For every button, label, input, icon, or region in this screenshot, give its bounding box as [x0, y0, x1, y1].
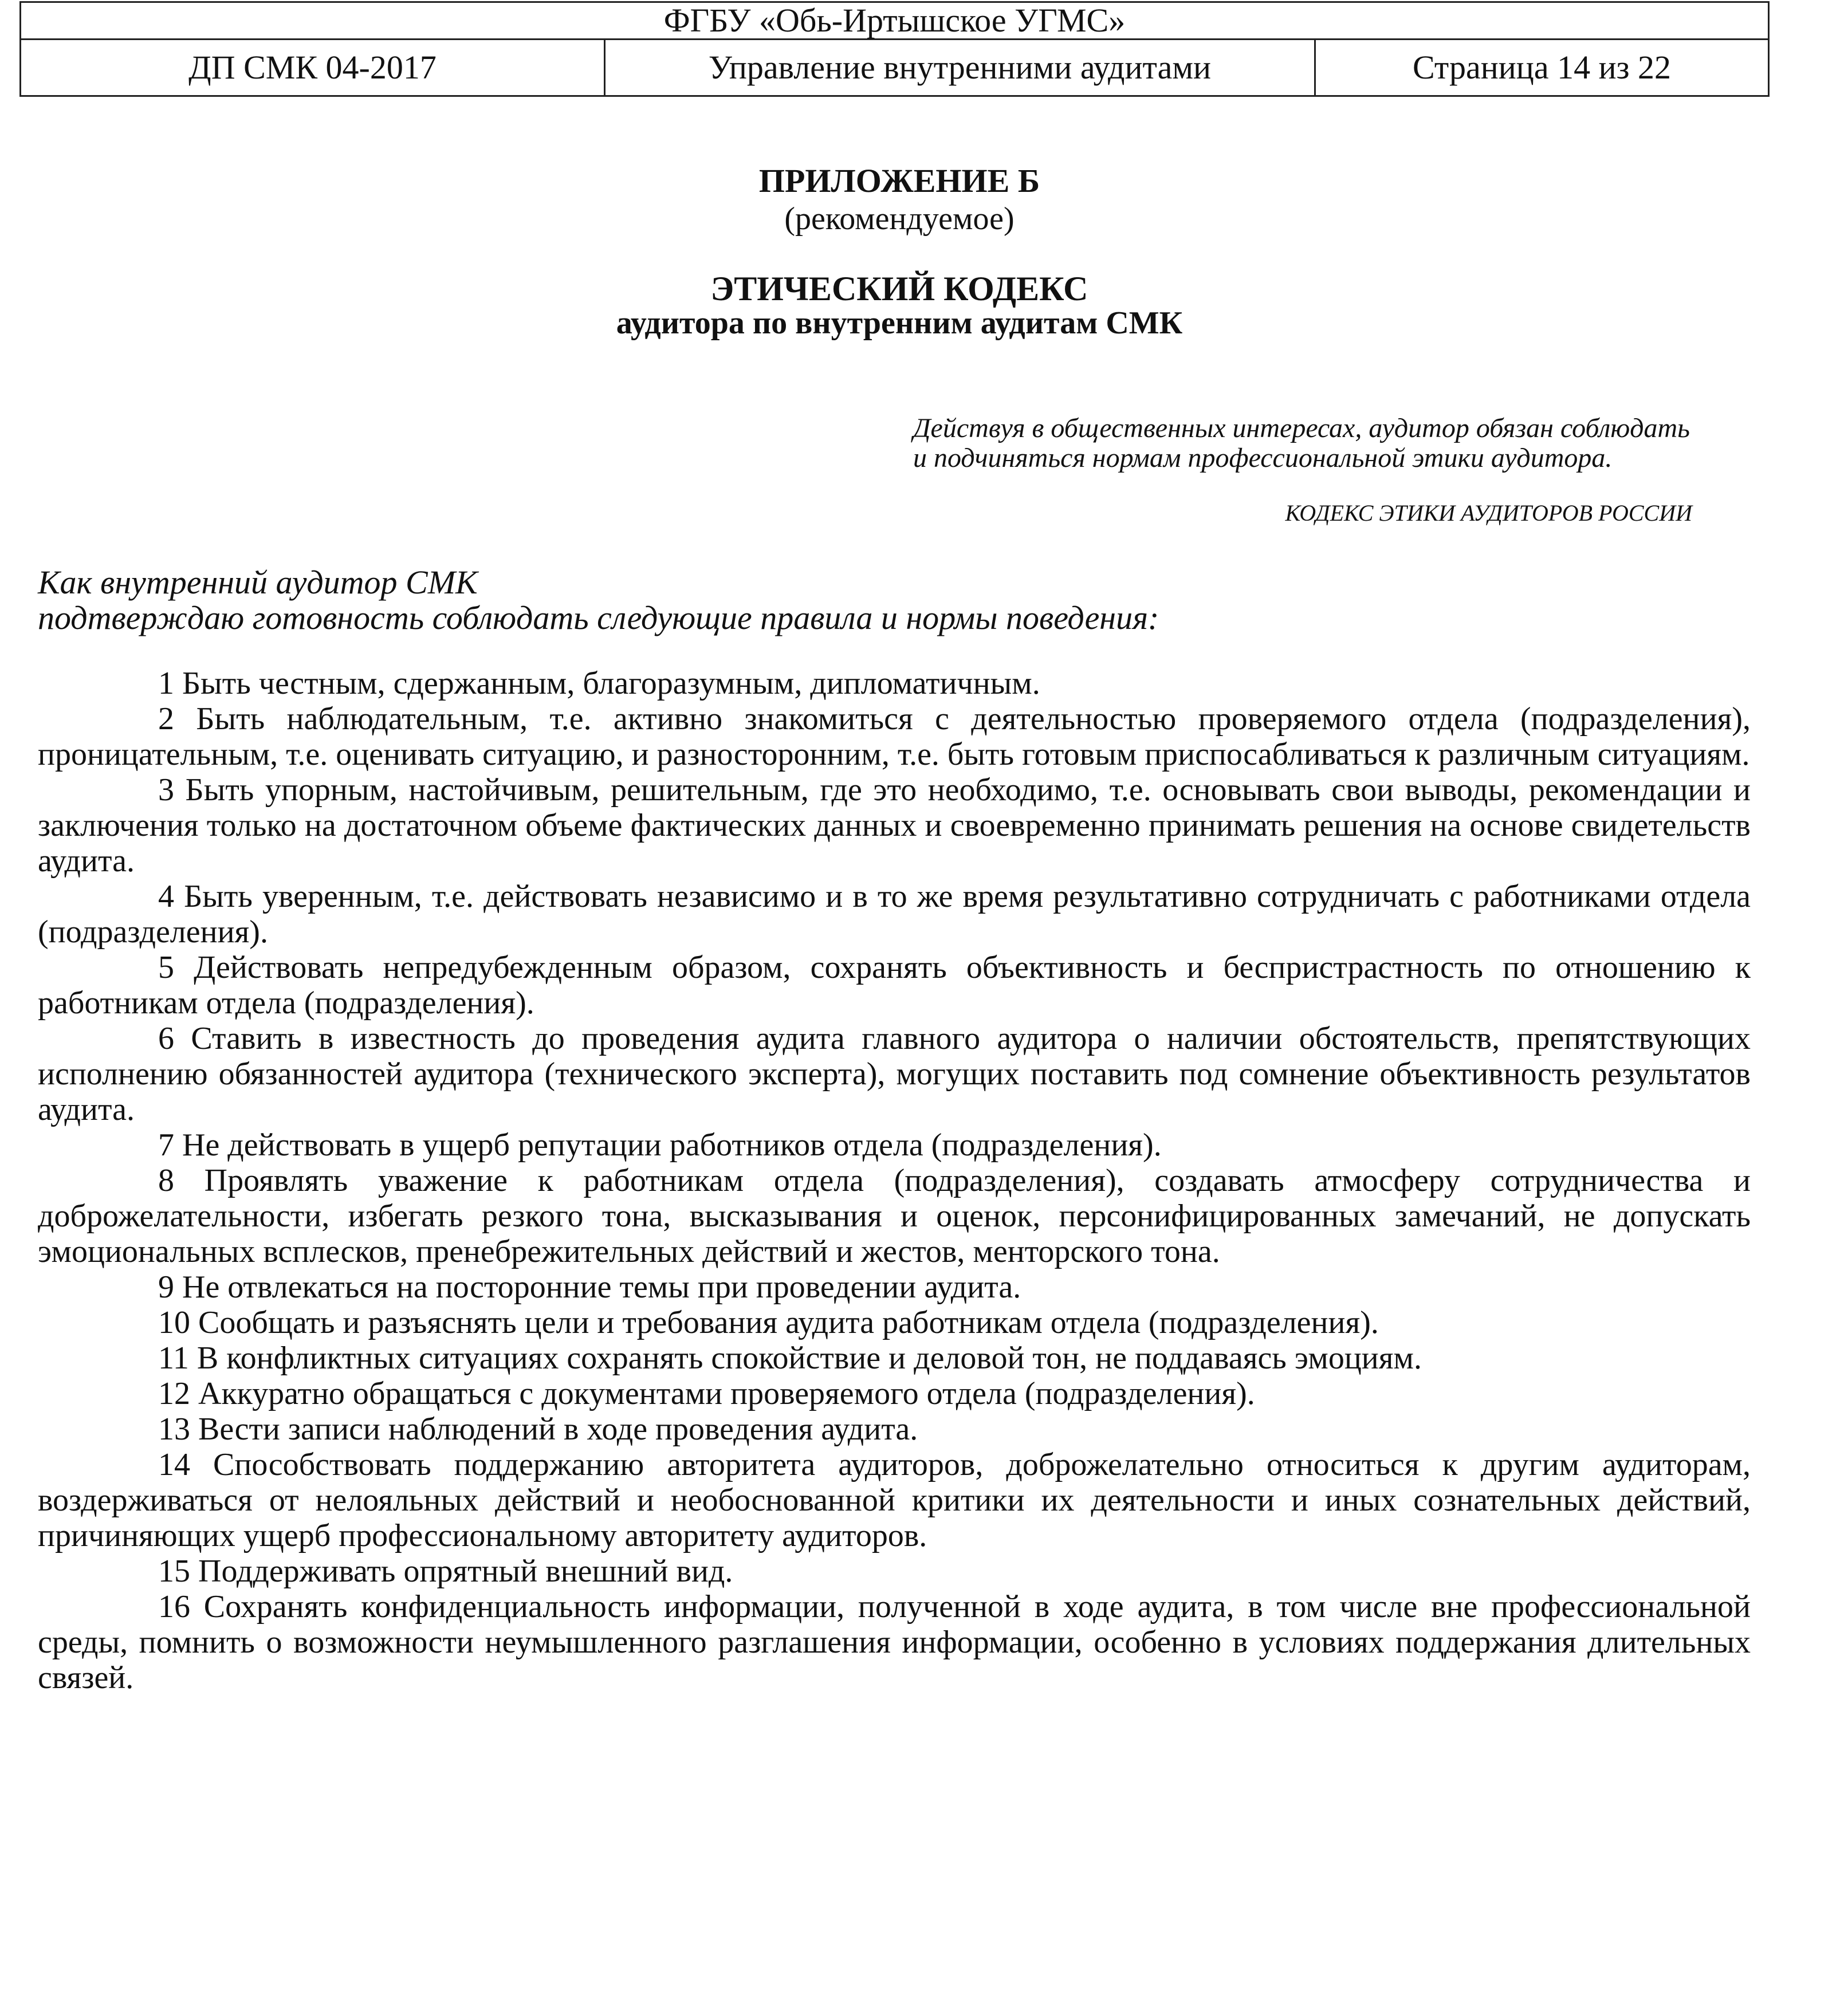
rule-item: 6 Ставить в известность до проведения аудита главного аудитора о наличии обстоятельств, препятствующих исполнению обязанностей аудитора (технического эксперта), могущих поставить под сомнение объективность результатов аудита. [38, 1021, 1751, 1127]
rule-item: 14 Способствовать поддержанию авторитета аудиторов, доброжелательно относиться к другим аудиторам, воздерживаться от нелояльных действий и необоснованной критики их деятельности и иных сознательных действий, причиняющих ущерб профессиональному авторитету аудиторов. [38, 1447, 1751, 1553]
rule-item: 10 Сообщать и разъяснять цели и требования аудита работникам отдела (подразделения). [158, 1305, 1379, 1340]
appendix-title: ПРИЛОЖЕНИЕ Б [758, 162, 1040, 199]
rule-item: 11 В конфликтных ситуациях сохранять спокойствие и деловой тон, не поддаваясь эмоциям. [158, 1340, 1422, 1376]
epigraph-text: Действуя в общественных интересах, аудитор обязан соблюдать и подчиняться нормам профессиональной этики аудитора. [913, 413, 1690, 473]
rule-item: 16 Сохранять конфиденциальность информации, полученной в ходе аудита, в том числе вне профессиональной среды, помнить о возможности неумышленного разглашения информации, особенно в условиях поддержания длительных связей. [38, 1589, 1751, 1696]
rule-item: 1 Быть честным, сдержанным, благоразумным, дипломатичным. [158, 666, 1040, 701]
rule-item: 8 Проявлять уважение к работникам отдела (подразделения), создавать атмосферу сотрудничества и доброжелательности, избегать резкого тона, высказывания и оценок, персонифицированных замечаний, не допускать эмоциональных всплесков, пренебрежительных действий и жестов, менторского тона. [38, 1163, 1751, 1269]
intro-statement [38, 565, 1584, 636]
rules-list [38, 666, 1751, 1696]
code-subtitle: аудитора по внутренним аудитам СМК [616, 305, 1183, 341]
appendix-subtitle: (рекомендуемое) [784, 201, 1015, 237]
rule-item: 4 Быть уверенным, т.е. действовать независимо и в то же время результативно сотрудничать с работниками отдела (подразделения). [38, 879, 1751, 950]
rule-item: 13 Вести записи наблюдений в ходе проведения аудита. [158, 1411, 918, 1447]
rule-item: 2 Быть наблюдательным, т.е. активно знакомиться с деятельностью проверяемого отдела (подразделения), проницательным, т.е. оценивать ситуацию, и разносторонним, т.е. быть готовым приспосабливаться к различным ситуациям. [38, 701, 1751, 772]
document-title: Управление внутренними аудитами [605, 40, 1315, 96]
rule-item: 5 Действовать непредубежденным образом, сохранять объективность и беспристрастность по отношению к работникам отдела (подразделения). [38, 950, 1751, 1021]
rule-item: 9 Не отвлекаться на посторонние темы при проведении аудита. [158, 1269, 1021, 1305]
organization-name: ФГБУ «Обь-Иртышское УГМС» [21, 2, 1769, 40]
rule-item: 3 Быть упорным, настойчивым, решительным, где это необходимо, т.е. основывать свои выводы, рекомендации и заключения только на достаточном объеме фактических данных и своевременно принимать решения на основе свидетельств аудита. [38, 772, 1751, 879]
intro-line-2: подтверждаю готовность соблюдать следующие правила и нормы поведения: [38, 599, 1159, 636]
epigraph-source: КОДЕКС ЭТИКИ АУДИТОРОВ РОССИИ [1285, 500, 1692, 526]
document-header-table [19, 1, 1770, 97]
rule-item: 15 Поддерживать опрятный внешний вид. [158, 1553, 733, 1589]
code-title: ЭТИЧЕСКИЙ КОДЕКС [710, 270, 1088, 308]
page-number: Страница 14 из 22 [1315, 40, 1769, 96]
rule-item: 12 Аккуратно обращаться с документами проверяемого отдела (подразделения). [158, 1376, 1255, 1411]
intro-line-1: Как внутренний аудитор СМК [38, 564, 478, 601]
document-code: ДП СМК 04-2017 [21, 40, 605, 96]
rule-item: 7 Не действовать в ущерб репутации работников отдела (подразделения). [158, 1127, 1162, 1163]
